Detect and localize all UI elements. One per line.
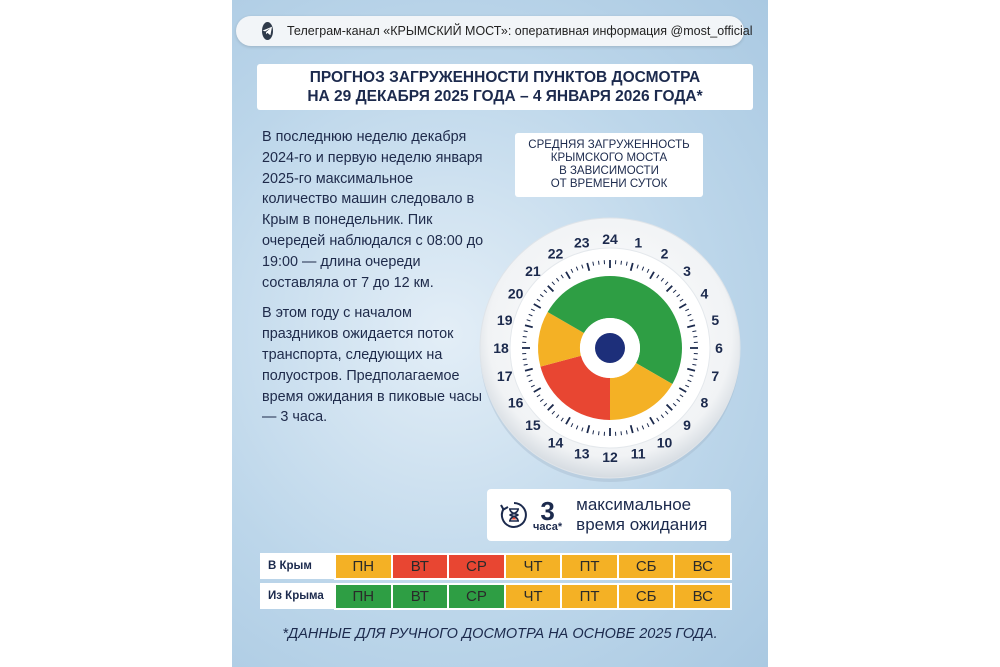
clock-hour-label: 17 [496,368,513,385]
clock-caption-line: КРЫМСКОГО МОСТА [550,152,668,164]
clock-tick [523,337,527,338]
clock-tick [621,431,622,435]
clock-hour-label: 15 [525,417,541,434]
clock-tick [621,261,622,265]
clock-caption [515,133,703,197]
page-title [257,64,753,110]
clock-hour-label: 24 [602,231,618,247]
day-cells [334,553,732,580]
day-cell-medium: ВС [675,585,730,608]
clock-hour-label: 2 [660,245,669,262]
clock-hour-label: 10 [656,434,673,451]
description-text [262,127,492,428]
clock-hour-label: 13 [573,445,590,462]
title-line-2: НА 29 ДЕКАБРЯ 2025 ГОДА – 4 ЯНВАРЯ 2026 ГОДА* [307,88,703,105]
clock-center-dot [595,333,625,363]
clock-tick [599,431,600,435]
clock-hour-label: 22 [547,245,564,262]
day-cell-low: СР [449,585,504,608]
max-wait-desc-line-1: максимальное [576,495,692,514]
infographic-poster [232,0,768,667]
clock-hour-label: 8 [700,394,709,411]
clock-hour-label: 20 [507,285,524,302]
day-cells [334,583,732,610]
max-wait-description [576,495,707,535]
max-wait-value [533,495,563,533]
telegram-icon [262,22,273,40]
description-paragraph-2: В этом году с началом праздников ожидается поток транспорта, следующих на полуостров. Предполагаемое время ожидания в пиковые часы — 3 часа. [262,305,482,426]
clock-caption-line: СРЕДНЯЯ ЗАГРУЖЕННОСТЬ [528,139,690,151]
clock-hour-label: 3 [683,262,691,279]
clock-tick [523,359,527,360]
max-wait-desc-line-2: время ожидания [576,515,708,534]
clock-hour-label: 5 [711,311,720,328]
description-paragraph-1: В последнюю неделю декабря 2024-го и первую неделю января 2025-го максимальное количество машин следовало в Крым в понедельник. Пик очередей наблюдался с 08:00 до 19:00 — длина очереди составляла от 7 до 12 км. [262,129,484,291]
day-cell-low: ПН [336,585,391,608]
day-cell-medium: ВС [675,555,730,578]
weekday-load-table [260,553,732,613]
clock-hour-label: 7 [711,368,720,385]
footnote: *ДАННЫЕ ДЛЯ РУЧНОГО ДОСМОТРА НА ОСНОВЕ 2025 ГОДА. [282,626,718,642]
day-cell-medium: СБ [619,585,674,608]
clock-tick [693,337,697,338]
row-label: Из Крыма [260,583,334,609]
clock-hour-label: 4 [700,285,709,302]
day-cell-medium: ПН [336,555,391,578]
day-cell-low: ВТ [393,585,448,608]
day-cell-medium: ЧТ [506,585,561,608]
table-row [260,583,732,610]
telegram-channel-text: Телеграм-канал «КРЫМСКИЙ МОСТ»: оперативная информация @most_official [287,24,753,38]
clock-hour-label: 1 [634,234,643,251]
day-cell-medium: ПТ [562,555,617,578]
day-cell-high: СР [449,555,504,578]
load-clock-dial [470,210,750,490]
day-cell-high: ВТ [393,555,448,578]
max-wait-number: 3 [540,495,555,526]
clock-hour-label: 6 [715,340,723,356]
clock-hour-label: 11 [630,445,646,462]
hourglass-icon [499,500,529,530]
clock-caption-line: В ЗАВИСИМОСТИ [559,165,659,177]
row-label: В Крым [260,553,334,579]
clock-hour-label: 18 [493,340,509,356]
clock-hour-label: 16 [507,394,524,411]
clock-hour-label: 9 [683,417,691,434]
clock-tick [599,261,600,265]
telegram-banner[interactable] [236,16,753,46]
max-wait-unit: часа* [533,520,563,533]
table-row [260,553,732,580]
day-cell-medium: СБ [619,555,674,578]
title-line-1: ПРОГНОЗ ЗАГРУЖЕННОСТИ ПУНКТОВ ДОСМОТРА [309,69,701,86]
clock-hour-label: 19 [496,311,513,328]
day-cell-medium: ПТ [562,585,617,608]
clock-caption-line: ОТ ВРЕМЕНИ СУТОК [550,178,668,190]
clock-hour-label: 23 [573,234,590,251]
clock-hour-label: 12 [602,449,618,465]
clock-hour-label: 14 [547,434,564,451]
clock-tick [693,359,697,360]
clock-hour-label: 21 [525,262,541,279]
max-wait-panel [487,489,731,541]
day-cell-medium: ЧТ [506,555,561,578]
